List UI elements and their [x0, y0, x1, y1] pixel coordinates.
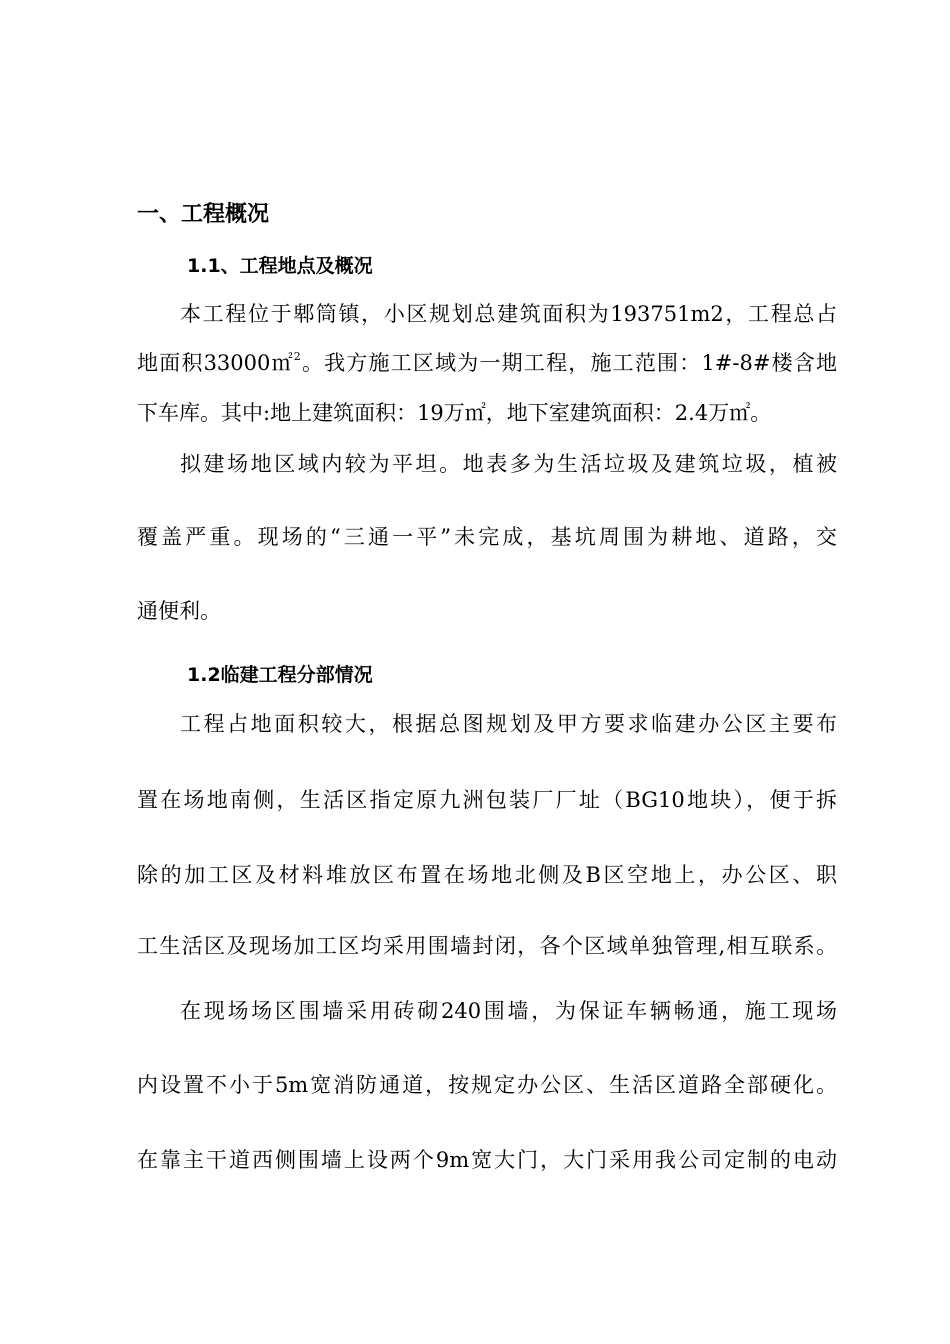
paragraph-line: 在靠主干道西侧围墙上设两个9m宽大门，大门采用我公司定制的电动: [137, 1148, 837, 1172]
paragraph-line: 本工程位于郫筒镇，小区规划总建筑面积为193751m2，工程总占: [180, 302, 837, 326]
paragraph-line: 工生活区及现场加工区均采用围墙封闭，各个区域单独管理,相互联系。: [137, 934, 837, 958]
paragraph-line: 工程占地面积较大，根据总图规划及甲方要求临建办公区主要布: [180, 712, 837, 736]
subsection-heading-1-2: 1.2临建工程分部情况: [187, 664, 373, 686]
text-run: 地面积33000㎡: [137, 351, 294, 375]
paragraph-line: 内设置不小于5m宽消防通道，按规定办公区、生活区道路全部硬化。: [137, 1073, 837, 1097]
paragraph-line: 下车库。其中:地上建筑面积：19万㎡，地下室建筑面积：2.4万㎡。: [137, 401, 772, 425]
paragraph-line: 除的加工区及材料堆放区布置在场地北侧及B区空地上，办公区、职: [137, 863, 837, 887]
paragraph-line: 在现场场区围墙采用砖砌240围墙，为保证车辆畅通，施工现场: [180, 999, 837, 1023]
paragraph-line: 置在场地南侧，生活区指定原九洲包装厂厂址（BG10地块），便于拆: [137, 788, 837, 812]
subsection-heading-1-1: 1.1、工程地点及概况: [187, 255, 373, 277]
paragraph-line: 拟建场地区域内较为平坦。地表多为生活垃圾及建筑垃圾，植被: [180, 452, 837, 476]
paragraph-line: 通便利。: [137, 599, 221, 623]
text-run: 。我方施工区域为一期工程，施工范围：1#-8#楼含地: [300, 351, 837, 375]
paragraph-line: 覆盖严重。现场的“三通一平”未完成，基坑周围为耕地、道路，交: [137, 525, 837, 549]
paragraph-line: [137, 348, 837, 378]
superscript: 2: [293, 350, 301, 363]
section-heading: 一、工程概况: [137, 202, 270, 227]
